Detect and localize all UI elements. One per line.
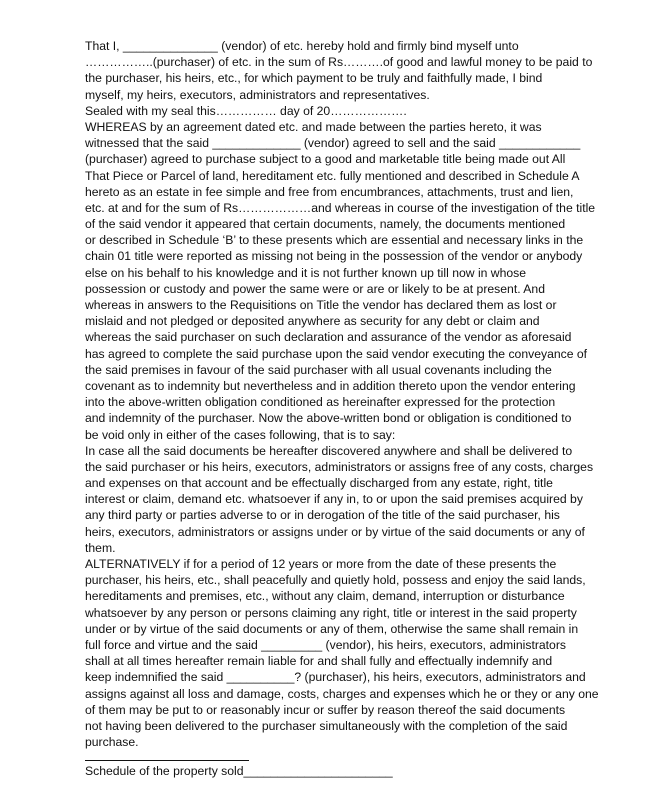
text-line: keep indemnified the said __________? (purchaser), his heirs, executors, administrators and [85, 670, 586, 685]
text-line: has agreed to complete the said purchase upon the said vendor executing the conveyance of [85, 346, 588, 361]
text-line: or described in Schedule ‘B’ to these presents which are essential and necessary links in the [85, 233, 584, 248]
text-line: interest or claim, demand etc. whatsoever if any in, to or upon the said premises acquired by [85, 492, 583, 507]
text-line: and expenses on that account and be effectually discharged from any estate, right, title [85, 476, 553, 491]
text-line: whatsoever by any person or persons claiming any right, title or interest in the said property [85, 605, 577, 620]
text-line: the purchaser, his heirs, etc., for which payment to be truly and faithfully made, I bind [85, 71, 543, 86]
text-line: ALTERNATIVELY if for a period of 12 years or more from the date of these presents the [85, 557, 557, 571]
text-line: mislaid and not pledged or deposited anywhere as security for any debt or claim and [85, 314, 540, 329]
text-line: heirs, executors, administrators or assigns under or by virtue of the said documents or any of [85, 524, 585, 539]
text-line: whereas in answers to the Requisitions on Title the vendor has declared them as lost or [85, 298, 557, 312]
text-line: Sealed with my seal this…………… day of 20………………. [85, 103, 407, 118]
text-line: else on his behalf to his knowledge and it is not further known up till now in whose [85, 265, 527, 280]
text-line: the said purchaser or his heirs, executors, administrators or assigns free of any costs, charges [85, 459, 594, 474]
text-line: witnessed that the said _____________ (vendor) agreed to sell and the said ____________ [85, 136, 581, 151]
text-line: of the said vendor it appeared that certain documents, namely, the documents mentioned [85, 217, 566, 232]
text-line: chain 01 title were reported as missing not being in the possession of the vendor or anybody [85, 249, 583, 264]
text-line: myself, my heirs, executors, administrators and representatives. [85, 87, 430, 102]
text-line: ……………..(purchaser) of etc. in the sum of Rs……….of good and lawful money to be paid to [85, 55, 593, 70]
text-line: shall at all times hereafter remain liable for and shall fully and effectually indemnify and [85, 654, 553, 669]
text-line: full force and virtue and the said _________ (vendor), his heirs, executors, administrators [85, 637, 566, 652]
text-line: whereas the said purchaser on such declaration and assurance of the vendor as aforesaid [85, 330, 572, 345]
text-line: purchaser, his heirs, etc., shall peacefully and quietly hold, possess and enjoy the said lands, [85, 573, 586, 588]
text-line: any third party or parties adverse to or in derogation of the title of the said purchaser, his [85, 508, 560, 523]
schedule-line: Schedule of the property sold______________________ [85, 764, 393, 779]
text-line: possession or custody and power the same were or are or likely to be at present. And [85, 281, 545, 296]
text-line: assigns against all loss and damage, costs, charges and expenses which he or they or any one [85, 686, 599, 701]
deed-document [85, 38, 599, 779]
text-line: WHEREAS by an agreement dated etc. and made between the parties hereto, it was [85, 119, 542, 134]
text-line: of them may be put to or reasonably incur or suffer by reason thereof the said documents [85, 702, 566, 717]
text-line: under or by virtue of the said documents or any of them, otherwise the same shall remain in [85, 621, 579, 636]
text-line: them. [85, 540, 116, 555]
text-line: hereto as an estate in fee simple and free from encumbrances, attachments, trust and lien, [85, 184, 574, 199]
text-line: not having been delivered to the purchaser simultaneously with the completion of the said [85, 718, 568, 733]
text-line: That Piece or Parcel of land, hereditament etc. fully mentioned and described in Schedule A [85, 168, 580, 183]
text-line: into the above-written obligation conditioned as hereinafter expressed for the protection [85, 395, 556, 410]
text-line: the said premises in favour of the said purchaser with all usual covenants including the [85, 362, 552, 377]
text-line: hereditaments and premises, etc., without any claim, demand, interruption or disturbance [85, 589, 565, 604]
text-line: (purchaser) agreed to purchase subject to a good and marketable title being made out All [85, 152, 566, 167]
text-line: covenant as to indemnity but nevertheless and in addition thereto upon the vendor entering [85, 378, 576, 393]
text-line: purchase. [85, 735, 139, 750]
text-line: etc. at and for the sum of Rs………………and whereas in course of the investigation of the title [85, 200, 596, 215]
text-line: be void only in either of the cases following, that is to say: [85, 427, 396, 442]
text-line: and indemnity of the purchaser. Now the above-written bond or obligation is conditioned to [85, 411, 572, 426]
signature-line [85, 760, 249, 761]
text-line: In case all the said documents be hereafter discovered anywhere and shall be delivered to [85, 443, 573, 458]
text-line: That I, ______________ (vendor) of etc. hereby hold and firmly bind myself unto [85, 39, 519, 53]
